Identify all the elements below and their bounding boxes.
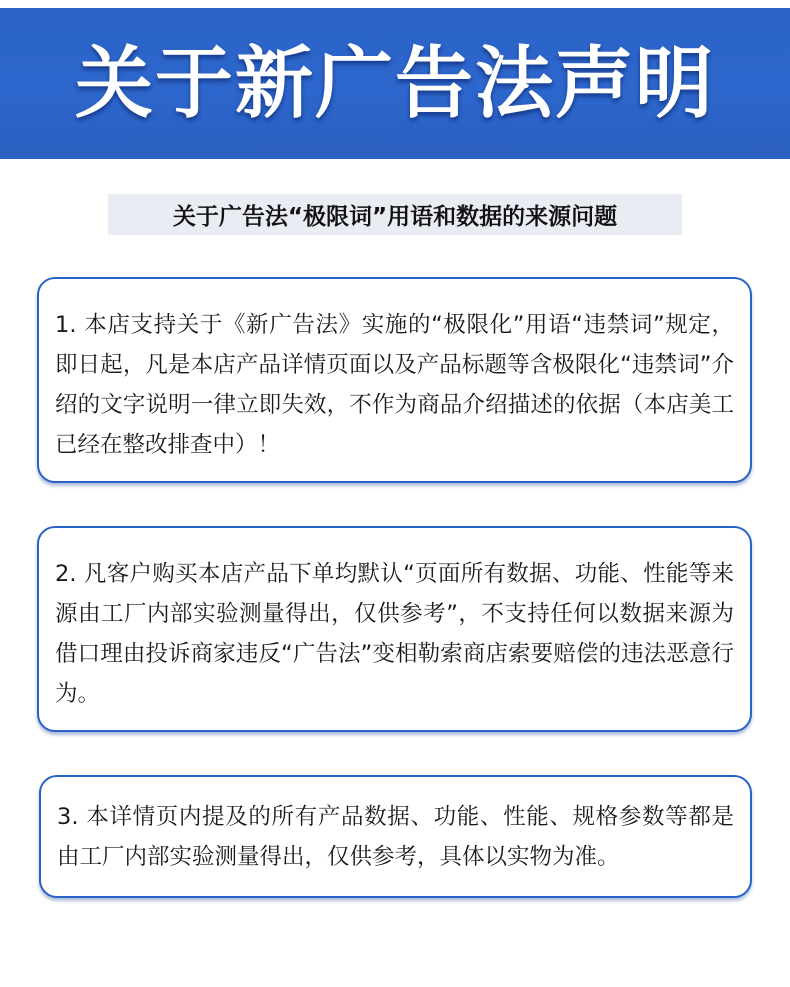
page-title: 关于新广告法声明 [74,38,715,129]
notice-card-3 [39,775,752,898]
notice-card-1 [37,277,752,483]
header-banner [0,8,790,159]
subtitle-bar [108,194,682,235]
section-subtitle: 关于广告法“极限词”用语和数据的来源问题 [172,204,618,230]
notice-text-1: 1. 本店支持关于《新广告法》实施的“极限化”用语“违禁词”规定，即日起，凡是本店产品详情页面以及产品标题等含极限化“违禁词”介绍的文字说明一律立即失效，不作为商品介绍描述的依据（本店美工已经在整改排查中）！ [55,312,734,458]
notice-text-2: 2. 凡客户购买本店产品下单均默认“页面所有数据、功能、性能等来源由工厂内部实验测量得出，仅供参考”，不支持任何以数据来源为借口理由投诉商家违反“广告法”变相勒索商店索要赔偿的违法恶意行为。 [55,561,734,707]
notice-text-3: 3. 本详情页内提及的所有产品数据、功能、性能、规格参数等都是由工厂内部实验测量得出，仅供参考，具体以实物为准。 [57,804,734,870]
notice-card-2 [37,526,752,732]
